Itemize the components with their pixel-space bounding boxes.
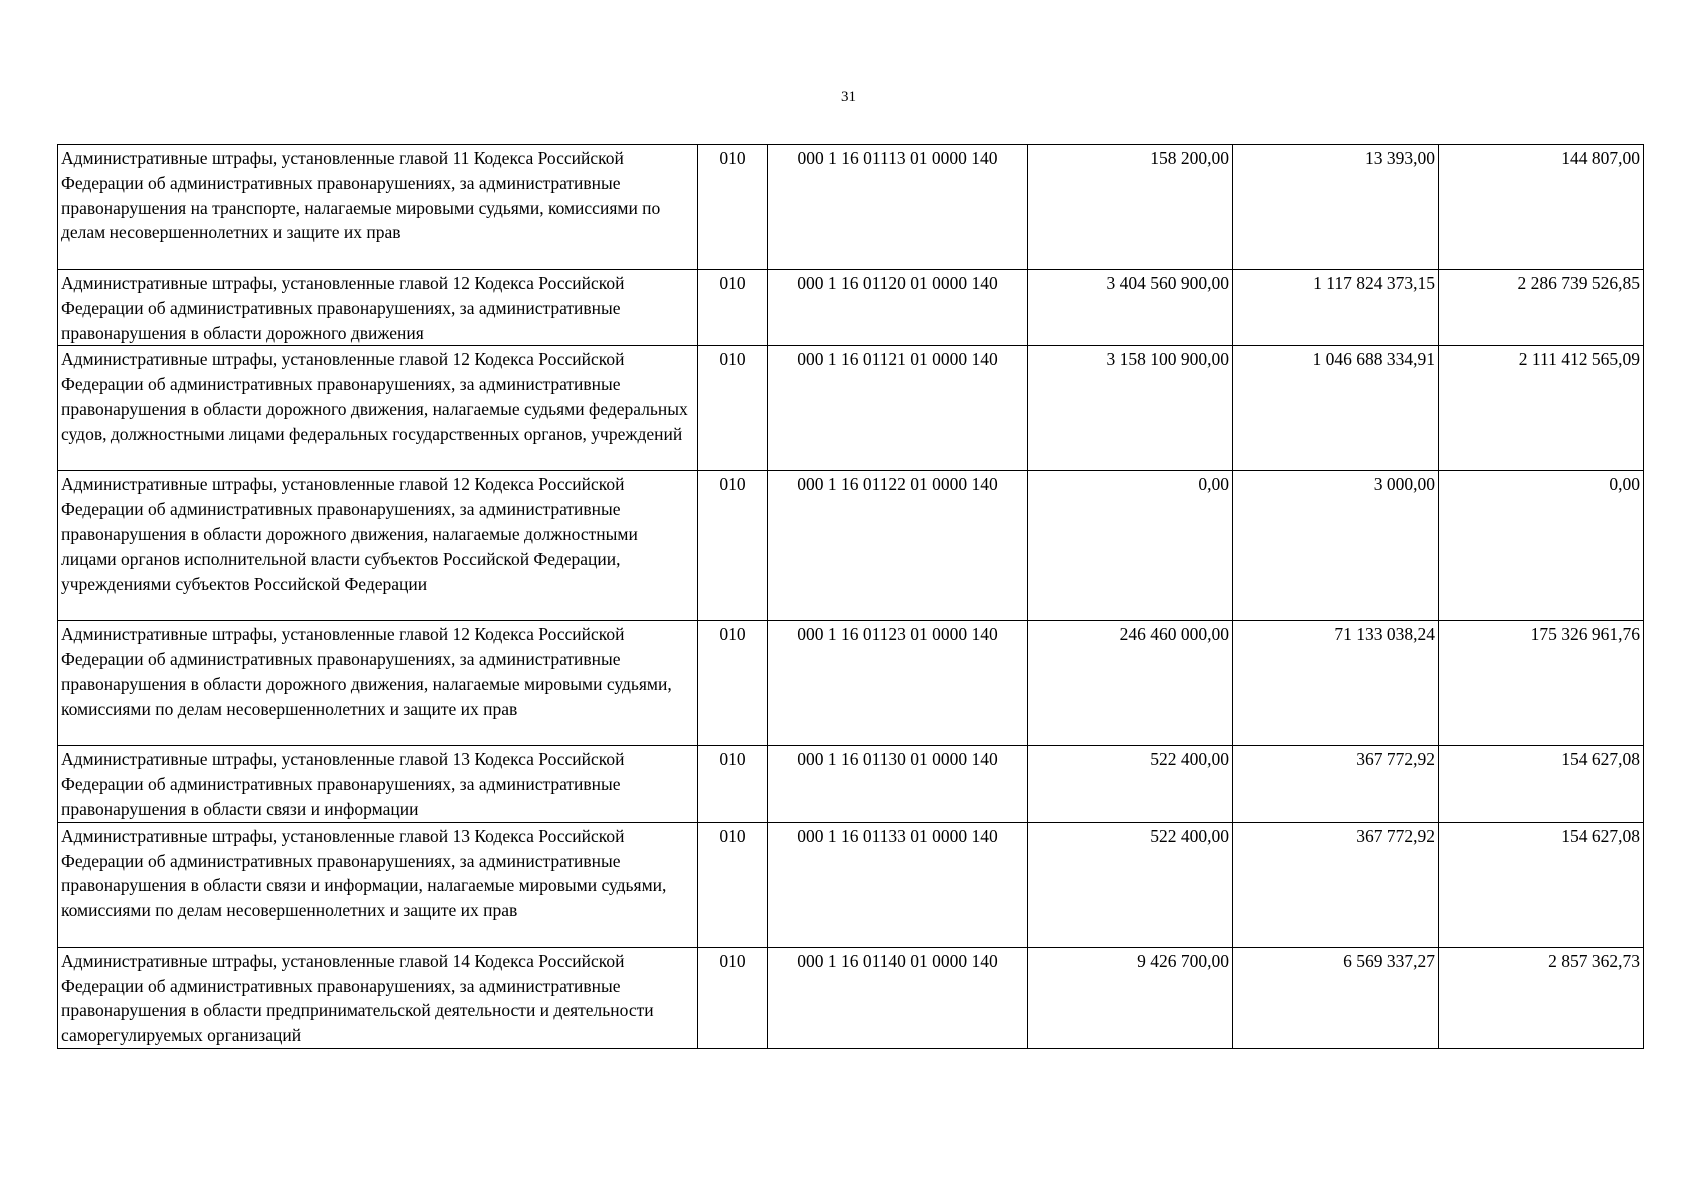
line-code-cell: 010: [698, 822, 768, 947]
table-row: [58, 822, 1644, 947]
budget-classification-code-cell: 000 1 16 01140 01 0000 140: [768, 947, 1028, 1048]
budget-classification-code-cell: 000 1 16 01133 01 0000 140: [768, 822, 1028, 947]
table-row: [58, 471, 1644, 621]
budget-classification-code-cell: 000 1 16 01121 01 0000 140: [768, 346, 1028, 471]
executed-amount-cell: 1 117 824 373,15: [1233, 270, 1439, 346]
unexecuted-amount-cell: 2 111 412 565,09: [1439, 346, 1644, 471]
income-name-cell: Административные штрафы, установленные главой 12 Кодекса Российской Федерации об административных правонарушениях, за административные правонарушения в области дорожного движения, налагаемые судьями федеральных судов, должностными лицами федеральных государственных органов, учреждений: [58, 346, 698, 471]
table-row: [58, 947, 1644, 1048]
table-row: [58, 621, 1644, 746]
budget-classification-code-cell: 000 1 16 01122 01 0000 140: [768, 471, 1028, 621]
table-row: [58, 346, 1644, 471]
budget-classification-code-cell: 000 1 16 01130 01 0000 140: [768, 746, 1028, 822]
income-name-cell: Административные штрафы, установленные главой 13 Кодекса Российской Федерации об административных правонарушениях, за административные правонарушения в области связи и информации, налагаемые мировыми судьями, комиссиями по делам несовершеннолетних и защите их прав: [58, 822, 698, 947]
line-code-cell: 010: [698, 346, 768, 471]
table-row: [58, 746, 1644, 822]
revenue-table: [57, 144, 1644, 1049]
budget-classification-code-cell: 000 1 16 01113 01 0000 140: [768, 145, 1028, 270]
unexecuted-amount-cell: 175 326 961,76: [1439, 621, 1644, 746]
approved-amount-cell: 3 404 560 900,00: [1028, 270, 1233, 346]
table-row: [58, 270, 1644, 346]
line-code-cell: 010: [698, 947, 768, 1048]
approved-amount-cell: 3 158 100 900,00: [1028, 346, 1233, 471]
executed-amount-cell: 71 133 038,24: [1233, 621, 1439, 746]
line-code-cell: 010: [698, 270, 768, 346]
approved-amount-cell: 0,00: [1028, 471, 1233, 621]
line-code-cell: 010: [698, 621, 768, 746]
line-code-cell: 010: [698, 145, 768, 270]
income-name-cell: Административные штрафы, установленные главой 13 Кодекса Российской Федерации об административных правонарушениях, за административные правонарушения в области связи и информации: [58, 746, 698, 822]
executed-amount-cell: 367 772,92: [1233, 746, 1439, 822]
executed-amount-cell: 3 000,00: [1233, 471, 1439, 621]
approved-amount-cell: 158 200,00: [1028, 145, 1233, 270]
line-code-cell: 010: [698, 471, 768, 621]
executed-amount-cell: 367 772,92: [1233, 822, 1439, 947]
income-name-cell: Административные штрафы, установленные главой 12 Кодекса Российской Федерации об административных правонарушениях, за административные правонарушения в области дорожного движения, налагаемые мировыми судьями, комиссиями по делам несовершеннолетних и защите их прав: [58, 621, 698, 746]
approved-amount-cell: 246 460 000,00: [1028, 621, 1233, 746]
budget-classification-code-cell: 000 1 16 01123 01 0000 140: [768, 621, 1028, 746]
unexecuted-amount-cell: 0,00: [1439, 471, 1644, 621]
executed-amount-cell: 1 046 688 334,91: [1233, 346, 1439, 471]
approved-amount-cell: 522 400,00: [1028, 822, 1233, 947]
page-number: 31: [841, 89, 856, 105]
approved-amount-cell: 9 426 700,00: [1028, 947, 1233, 1048]
income-name-cell: Административные штрафы, установленные главой 12 Кодекса Российской Федерации об административных правонарушениях, за административные правонарушения в области дорожного движения, налагаемые должностными лицами органов исполнительной власти субъектов Российской Федерации, учреждениями субъектов Российской Федерации: [58, 471, 698, 621]
executed-amount-cell: 13 393,00: [1233, 145, 1439, 270]
budget-classification-code-cell: 000 1 16 01120 01 0000 140: [768, 270, 1028, 346]
unexecuted-amount-cell: 2 286 739 526,85: [1439, 270, 1644, 346]
table-row: [58, 145, 1644, 270]
income-name-cell: Административные штрафы, установленные главой 12 Кодекса Российской Федерации об административных правонарушениях, за административные правонарушения в области дорожного движения: [58, 270, 698, 346]
unexecuted-amount-cell: 144 807,00: [1439, 145, 1644, 270]
income-name-cell: Административные штрафы, установленные главой 14 Кодекса Российской Федерации об административных правонарушениях, за административные правонарушения в области предпринимательской деятельности и деятельности саморегулируемых организаций: [58, 947, 698, 1048]
unexecuted-amount-cell: 154 627,08: [1439, 746, 1644, 822]
line-code-cell: 010: [698, 746, 768, 822]
unexecuted-amount-cell: 154 627,08: [1439, 822, 1644, 947]
unexecuted-amount-cell: 2 857 362,73: [1439, 947, 1644, 1048]
executed-amount-cell: 6 569 337,27: [1233, 947, 1439, 1048]
income-name-cell: Административные штрафы, установленные главой 11 Кодекса Российской Федерации об административных правонарушениях, за административные правонарушения на транспорте, налагаемые мировыми судьями, комиссиями по делам несовершеннолетних и защите их прав: [58, 145, 698, 270]
approved-amount-cell: 522 400,00: [1028, 746, 1233, 822]
